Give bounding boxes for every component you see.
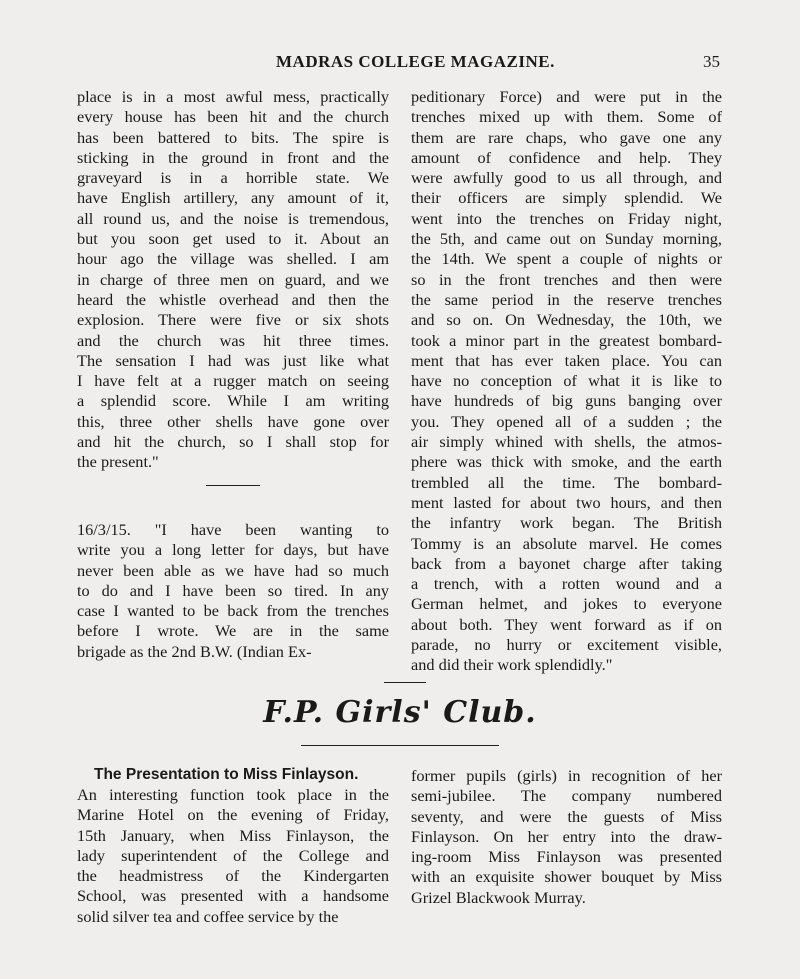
- section-divider-short: [206, 485, 260, 486]
- section-heading: The Presentation to Miss Finlayson.: [94, 766, 359, 783]
- running-title: MADRAS COLLEGE MAGAZINE.: [276, 52, 555, 71]
- text-line: case I wanted to be back from the trenches: [77, 601, 389, 621]
- club-title: F.P. Girls' Club.: [263, 695, 537, 730]
- text-line: Marine Hotel on the evening of Friday,: [77, 805, 389, 825]
- text-line: has been battered to bits. The spire is: [77, 127, 389, 147]
- letter-left-column: [77, 87, 389, 473]
- text-line: The sensation I had was just like what: [77, 350, 389, 370]
- text-line: them are rare chaps, who gave one any: [411, 127, 722, 147]
- text-line: trenches mixed up with them. Some of: [411, 107, 722, 127]
- text-line: heard the whistle overhead and then the: [77, 289, 389, 309]
- text-line: so in the front trenches and then were: [411, 269, 722, 289]
- text-line: were awfully good to us all through, and: [411, 168, 722, 188]
- text-line: former pupils (girls) in recognition of her: [411, 766, 722, 785]
- text-line: with an exquisite shower bouquet by Miss: [411, 867, 722, 887]
- page-number: 35: [703, 52, 720, 71]
- text-line: have no conception of what it is like to: [411, 371, 722, 391]
- text-line: took a minor part in the greatest bombard-: [411, 330, 722, 350]
- text-line: all round us, and the noise is tremendous,: [77, 208, 389, 228]
- text-line: you. They opened all of a sudden ; the: [411, 411, 722, 431]
- text-line: peditionary Force) and were put in the: [411, 87, 722, 106]
- text-line: a splendid score. While I am writing: [77, 391, 389, 411]
- text-line: a trench, with a rotten wound and a: [411, 574, 722, 594]
- text-line: before I wrote. We are in the same: [77, 621, 389, 641]
- text-line: explosion. There were five or six shots: [77, 310, 389, 330]
- text-line: An interesting function took place in the: [77, 785, 389, 804]
- text-line: this, three other shells have gone over: [77, 411, 389, 431]
- text-line: the 5th, and came out on Sunday morning,: [411, 229, 722, 249]
- text-line: School, was presented with a handsome: [77, 886, 389, 906]
- text-line: 16/3/15. "I have been wanting to: [77, 520, 389, 539]
- text-line: the infantry work began. The British: [411, 513, 722, 533]
- text-line: ment lasted for about two hours, and then: [411, 492, 722, 512]
- text-line: Finlayson. On her entry into the draw-: [411, 826, 722, 846]
- text-line: German helmet, and jokes to everyone: [411, 594, 722, 614]
- text-line: about both. They went forward as if on: [411, 614, 722, 634]
- text-line: write you a long letter for days, but have: [77, 540, 389, 560]
- text-line: trembled all the time. The bombard-: [411, 472, 722, 492]
- letter-left-column-dated: [77, 520, 389, 662]
- text-line: but you soon get used to it. About an: [77, 229, 389, 249]
- club-left-column: [77, 785, 389, 927]
- club-right-column: [411, 766, 722, 908]
- text-line: brigade as the 2nd B.W. (Indian Ex-: [77, 641, 312, 661]
- text-line: hour ago the village was shelled. I am: [77, 249, 389, 269]
- text-line: ing-room Miss Finlayson was presented: [411, 847, 722, 867]
- text-line: back from a bayonet charge after taking: [411, 553, 722, 573]
- text-line: 15th January, when Miss Finlayson, the: [77, 825, 389, 845]
- text-line: the present.": [77, 452, 159, 472]
- text-line: and hit the church, so I shall stop for: [77, 432, 389, 452]
- text-line: and so on. On Wednesday, the 10th, we: [411, 310, 722, 330]
- page-header: [0, 52, 800, 74]
- text-line: every house has been hit and the church: [77, 107, 389, 127]
- text-line: the 14th. We spent a couple of nights or: [411, 249, 722, 269]
- text-line: parade, no hurry or excitement visible,: [411, 635, 722, 655]
- text-line: air simply whined with shells, the atmos-: [411, 432, 722, 452]
- text-line: have hundreds of big guns banging over: [411, 391, 722, 411]
- text-line: the headmistress of the Kindergarten: [77, 866, 389, 886]
- text-line: and did their work splendidly.": [411, 655, 613, 675]
- text-line: Tommy is an absolute marvel. He comes: [411, 533, 722, 553]
- text-line: Grizel Blackwook Murray.: [411, 887, 586, 907]
- text-line: amount of confidence and help. They: [411, 147, 722, 167]
- text-line: have English artillery, any amount of it,: [77, 188, 389, 208]
- text-line: and the church was hit three times.: [77, 330, 389, 350]
- club-title-rule-bottom: [301, 745, 499, 746]
- letter-right-column: [411, 87, 722, 676]
- text-line: never been able as we have had so much: [77, 560, 389, 580]
- text-line: their officers are simply splendid. We: [411, 188, 722, 208]
- text-line: I have felt at a rugger match on seeing: [77, 371, 389, 391]
- text-line: phere was thick with smoke, and the earth: [411, 452, 722, 472]
- text-line: lady superintendent of the College and: [77, 845, 389, 865]
- text-line: graveyard is in a horrible state. We: [77, 168, 389, 188]
- text-line: went into the trenches on Friday night,: [411, 208, 722, 228]
- text-line: sticking in the ground in front and the: [77, 147, 389, 167]
- text-line: semi-jubilee. The company numbered: [411, 786, 722, 806]
- text-line: solid silver tea and coffee service by the: [77, 906, 339, 926]
- text-line: to do and I have been so tired. In any: [77, 580, 389, 600]
- club-title-rule-top: [384, 682, 426, 683]
- text-line: place is in a most awful mess, practically: [77, 87, 389, 106]
- text-line: the same period in the reserve trenches: [411, 289, 722, 309]
- text-line: in charge of three men on guard, and we: [77, 269, 389, 289]
- text-line: ment that has ever taken place. You can: [411, 350, 722, 370]
- text-line: seventy, and were the guests of Miss: [411, 806, 722, 826]
